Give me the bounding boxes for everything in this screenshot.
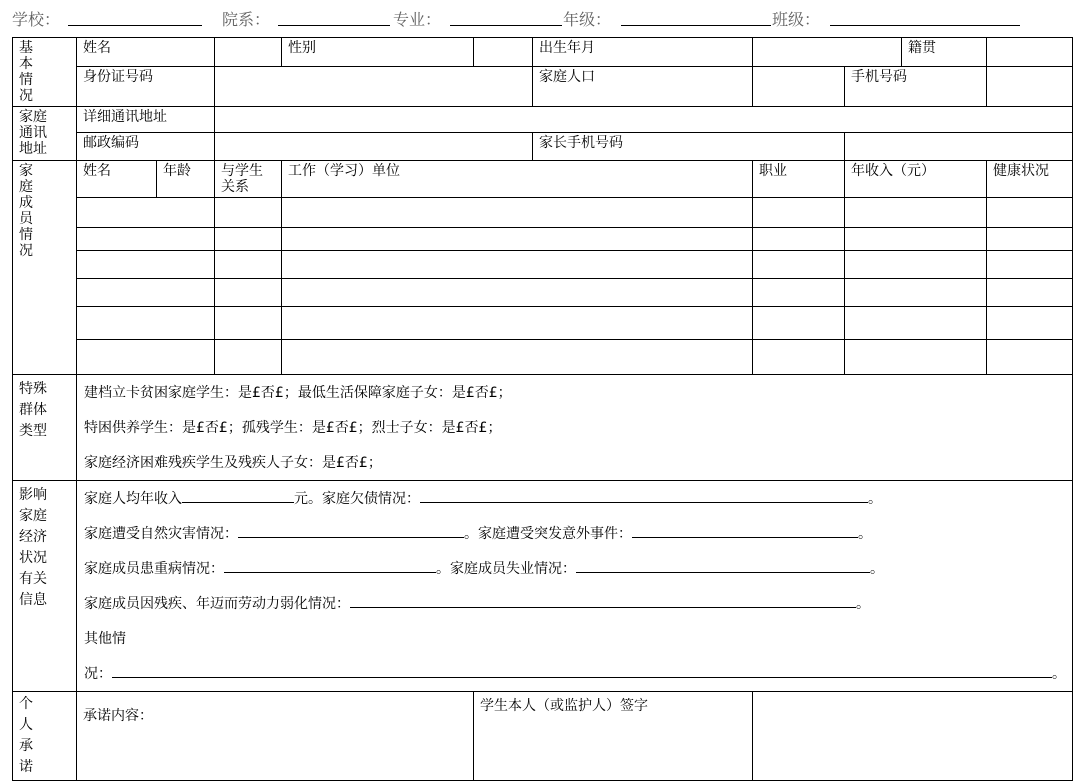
illness-field[interactable] (224, 558, 436, 573)
accident-field[interactable] (632, 523, 858, 538)
family-cell[interactable] (987, 279, 1073, 307)
origin-field[interactable] (987, 38, 1073, 67)
origin-label: 籍贯 (902, 38, 987, 67)
family-cell[interactable] (282, 279, 753, 307)
family-col-occupation: 职业 (753, 161, 845, 198)
disabled-field[interactable] (350, 593, 856, 608)
family-cell[interactable] (77, 340, 215, 375)
birth-label: 出生年月 (533, 38, 753, 67)
address-field[interactable] (215, 107, 1073, 133)
family-col-health: 健康状况 (987, 161, 1073, 198)
phone-field[interactable] (987, 67, 1073, 107)
family-cell[interactable] (282, 228, 753, 251)
other-field[interactable] (112, 663, 1052, 678)
section-contact: 家庭 通讯 地址 (13, 107, 77, 161)
family-cell[interactable] (845, 307, 987, 340)
family-cell[interactable] (753, 307, 845, 340)
section-pledge: 个 人 承 诺 (13, 692, 77, 781)
family-cell[interactable] (77, 228, 215, 251)
impact-other-label: 其他情 (84, 631, 126, 647)
parent-phone-label: 家长手机号码 (533, 133, 845, 161)
dept-label: 院系： (222, 10, 271, 29)
family-cell[interactable] (282, 340, 753, 375)
gender-label: 性别 (282, 38, 474, 67)
id-field[interactable] (215, 67, 533, 107)
family-cell[interactable] (753, 198, 845, 228)
name-field[interactable] (215, 38, 282, 67)
postcode-label: 邮政编码 (77, 133, 215, 161)
household-label: 家庭人口 (533, 67, 753, 107)
family-cell[interactable] (753, 279, 845, 307)
impact-line-disaster: 家庭遭受自然灾害情况： 。家庭遭受突发意外事件： 。 (84, 523, 872, 543)
family-cell[interactable] (215, 307, 282, 340)
family-cell[interactable] (215, 198, 282, 228)
impact-info-area (77, 481, 1073, 692)
family-col-income: 年收入（元） (845, 161, 987, 198)
family-col-age: 年龄 (157, 161, 215, 198)
family-cell[interactable] (845, 279, 987, 307)
family-col-employer: 工作（学习）单位 (282, 161, 753, 198)
debt-field[interactable] (420, 488, 868, 503)
parent-phone-field[interactable] (845, 133, 1073, 161)
family-cell[interactable] (845, 340, 987, 375)
postcode-field[interactable] (215, 133, 533, 161)
unemployed-field[interactable] (576, 558, 870, 573)
section-basic-info: 基 本 情 况 (13, 38, 77, 107)
family-cell[interactable] (215, 340, 282, 375)
family-cell[interactable] (282, 198, 753, 228)
signature-field[interactable] (753, 692, 1073, 781)
family-cell[interactable] (77, 307, 215, 340)
impact-line-income: 家庭人均年收入 元。家庭欠债情况： 。 (84, 488, 882, 508)
phone-label: 手机号码 (845, 67, 987, 107)
family-col-name: 姓名 (77, 161, 157, 198)
family-cell[interactable] (753, 340, 845, 375)
section-special-groups: 特殊 群体 类型 (13, 375, 77, 481)
class-field[interactable] (830, 25, 1020, 26)
family-cell[interactable] (282, 251, 753, 279)
gender-field[interactable] (474, 38, 533, 67)
family-cell[interactable] (282, 307, 753, 340)
section-impact-info: 影响 家庭 经济 状况 有关 信息 (13, 481, 77, 692)
family-cell[interactable] (215, 228, 282, 251)
family-cell[interactable] (987, 307, 1073, 340)
impact-line-other: 况： 。 (84, 663, 1066, 683)
family-cell[interactable] (215, 251, 282, 279)
disaster-field[interactable] (238, 523, 464, 538)
birth-field[interactable] (753, 38, 902, 67)
dept-field[interactable] (278, 25, 390, 26)
family-col-relation: 与学生关系 (215, 161, 282, 198)
school-label: 学校： (12, 10, 61, 29)
family-cell[interactable] (845, 198, 987, 228)
family-cell[interactable] (987, 228, 1073, 251)
family-cell[interactable] (845, 251, 987, 279)
major-field[interactable] (450, 25, 562, 26)
id-label: 身份证号码 (77, 67, 215, 107)
family-cell[interactable] (215, 279, 282, 307)
school-field[interactable] (68, 25, 202, 26)
special-line-3[interactable]: 家庭经济困难残疾学生及残疾人子女：是£否£； (84, 455, 382, 471)
family-cell[interactable] (987, 198, 1073, 228)
grade-field[interactable] (621, 25, 771, 26)
name-label: 姓名 (77, 38, 215, 67)
form-header (0, 0, 1082, 36)
impact-line-disabled: 家庭成员因残疾、年迈而劳动力弱化情况： 。 (84, 593, 870, 613)
family-cell[interactable] (753, 251, 845, 279)
family-cell[interactable] (987, 340, 1073, 375)
family-cell[interactable] (987, 251, 1073, 279)
special-line-1[interactable]: 建档立卡贫困家庭学生：是£否£；最低生活保障家庭子女：是£否£； (84, 385, 512, 401)
class-label: 班级： (772, 10, 821, 29)
household-field[interactable] (753, 67, 845, 107)
address-label: 详细通讯地址 (77, 107, 215, 133)
family-cell[interactable] (77, 198, 215, 228)
major-label: 专业： (393, 10, 442, 29)
family-cell[interactable] (77, 251, 215, 279)
income-field[interactable] (182, 488, 294, 503)
impact-line-illness: 家庭成员患重病情况： 。家庭成员失业情况： 。 (84, 558, 884, 578)
pledge-content-label: 承诺内容： (83, 708, 153, 724)
special-line-2[interactable]: 特困供养学生：是£否£；孤残学生：是£否£；烈士子女：是£否£； (84, 420, 502, 436)
section-family: 家 庭 成 员 情 况 (13, 161, 77, 375)
family-cell[interactable] (845, 228, 987, 251)
signature-label: 学生本人（或监护人）签字 (474, 692, 753, 781)
family-cell[interactable] (77, 279, 215, 307)
family-cell[interactable] (753, 228, 845, 251)
pledge-content-cell[interactable] (77, 692, 474, 781)
grade-label: 年级： (563, 10, 612, 29)
